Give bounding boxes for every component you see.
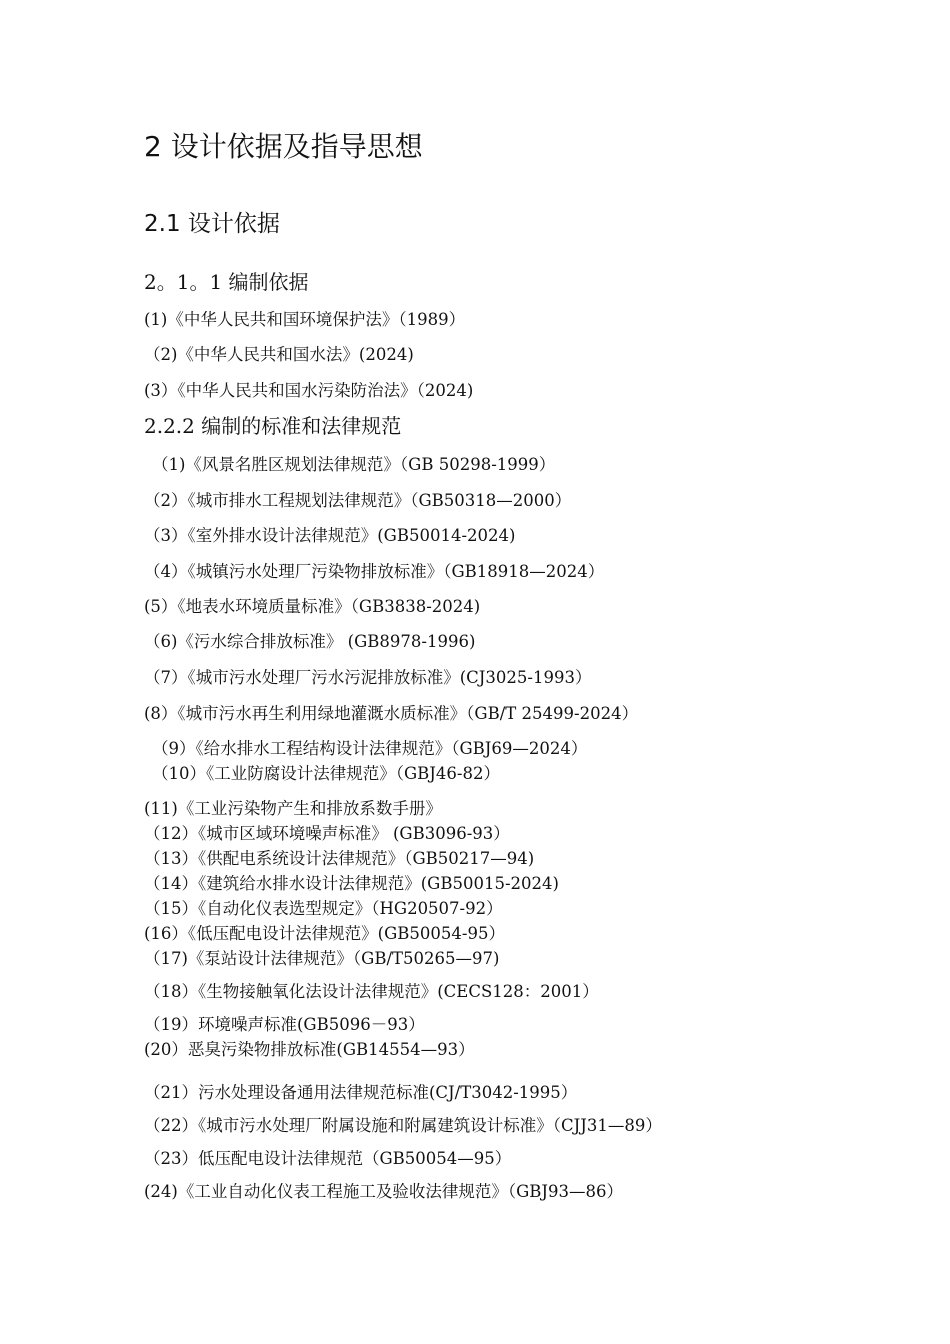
standard-item: (20）恶臭污染物排放标准(GB14554—93） xyxy=(144,1040,475,1059)
standard-item: （6)《污水综合排放标准》 (GB8978-1996) xyxy=(144,632,476,651)
standard-item: （17)《泵站设计法律规范》（GB/T50265—97) xyxy=(144,949,500,968)
standard-item: （19）环境噪声标准(GB5096－93） xyxy=(144,1015,425,1034)
standard-item: （15）《自动化仪表选型规定》（HG20507-92） xyxy=(144,899,503,918)
standard-item: (11)《工业污染物产生和排放系数手册》 xyxy=(144,799,442,818)
basis-item: (3）《中华人民共和国水污染防治法》（2024) xyxy=(144,381,474,400)
standard-item: （9）《给水排水工程结构设计法律规范》（GBJ69—2024） xyxy=(152,739,588,758)
standard-item: （12）《城市区域环境噪声标准》 (GB3096-93） xyxy=(144,824,510,843)
standard-item: （22）《城市污水处理厂附属设施和附属建筑设计标准》（CJJ31—89） xyxy=(144,1116,662,1135)
heading-level2: 2.1 设计依据 xyxy=(144,211,280,237)
standard-item: (5）《地表水环境质量标准》（GB3838-2024) xyxy=(144,597,481,616)
standard-item: （10）《工业防腐设计法律规范》（GBJ46-82） xyxy=(152,764,500,783)
standard-item: （23）低压配电设计法律规范（GB50054—95） xyxy=(144,1149,512,1168)
section-basis-title: 2。1。1 编制依据 xyxy=(144,270,309,294)
standard-item: （1)《风景名胜区规划法律规范》（GB 50298-1999） xyxy=(152,455,556,474)
basis-item: （2)《中华人民共和国水法》(2024) xyxy=(144,345,414,364)
standard-item: （14）《建筑给水排水设计法律规范》(GB50015-2024) xyxy=(144,874,559,893)
standard-item: (8）《城市污水再生利用绿地灌溉水质标准》（GB/T 25499-2024） xyxy=(144,704,639,723)
basis-item: (1)《中华人民共和国环境保护法》（1989） xyxy=(144,310,466,329)
standard-item: （4）《城镇污水处理厂污染物排放标准》（GB18918—2024） xyxy=(144,562,605,581)
standard-item: (24)《工业自动化仪表工程施工及验收法律规范》（GBJ93—86） xyxy=(144,1182,624,1201)
standard-item: （21）污水处理设备通用法律规范标准(CJ/T3042-1995） xyxy=(144,1083,578,1102)
section-standards-title: 2.2.2 编制的标准和法律规范 xyxy=(144,414,402,438)
standard-item: （2）《城市排水工程规划法律规范》（GB50318—2000） xyxy=(144,491,572,510)
heading-level1: 2 设计依据及指导思想 xyxy=(144,130,423,163)
standard-item: （3）《室外排水设计法律规范》(GB50014-2024) xyxy=(144,526,516,545)
standard-item: (16）《低压配电设计法律规范》(GB50054-95） xyxy=(144,924,505,943)
standard-item: （18）《生物接触氧化法设计法律规范》(CECS128：2001） xyxy=(144,982,599,1001)
standard-item: （7）《城市污水处理厂污水污泥排放标准》(CJ3025-1993） xyxy=(144,668,592,687)
standard-item: （13）《供配电系统设计法律规范》（GB50217—94) xyxy=(144,849,535,868)
